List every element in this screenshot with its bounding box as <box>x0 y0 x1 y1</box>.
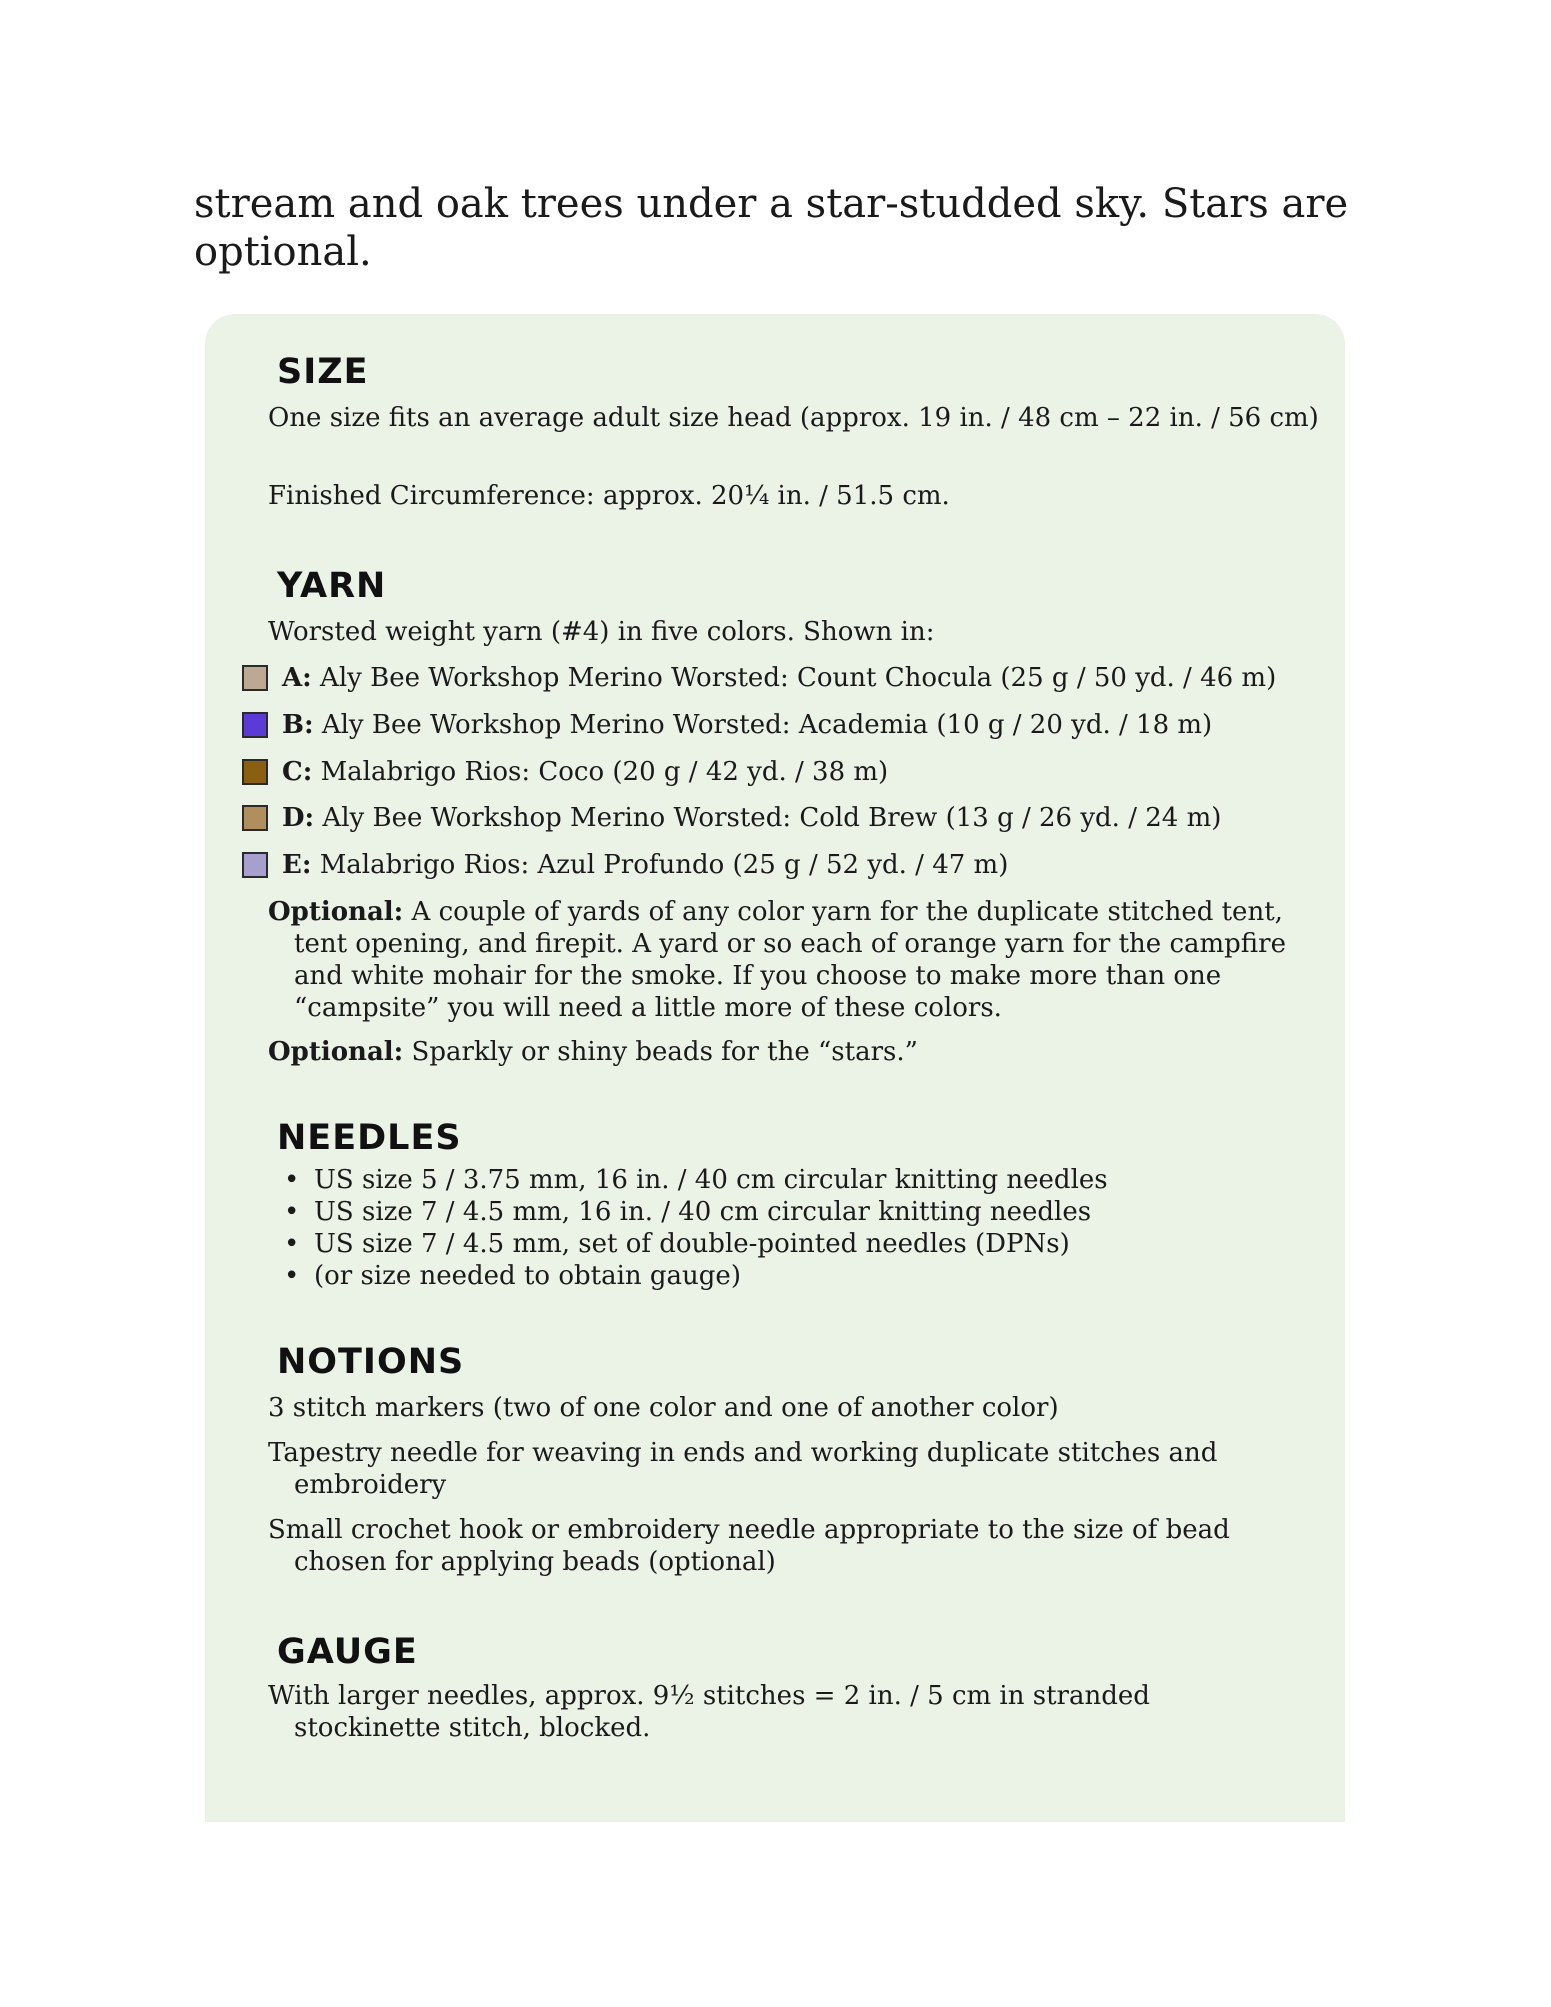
bullet-icon: • <box>284 1165 300 1195</box>
bullet-icon: • <box>284 1197 300 1227</box>
yarn-description: Aly Bee Workshop Merino Worsted: Count Chocula (25 g / 50 yd. / 46 m) <box>320 663 1277 693</box>
needle-item-text: (or size needed to obtain gauge) <box>314 1261 741 1291</box>
yarn-optional-beads <box>268 1036 1294 1068</box>
swatch-c <box>242 759 268 785</box>
yarn-intro: Worsted weight yarn (#4) in five colors. Shown in: <box>268 617 935 647</box>
needle-item-text: US size 7 / 4.5 mm, set of double-pointed needles (DPNs) <box>314 1229 1070 1259</box>
list-item <box>282 1228 1108 1260</box>
swatch-e <box>242 852 268 878</box>
intro-text: stream and oak trees under a star-studded sky. Stars are optional. <box>194 181 1349 275</box>
list-item <box>282 1260 1108 1292</box>
gauge-heading: GAUGE <box>277 1632 418 1672</box>
materials-panel <box>205 314 1345 1822</box>
size-description: One size fits an average adult size head (approx. 19 in. / 48 cm – 22 in. / 56 cm) <box>268 403 1319 433</box>
needle-item-text: US size 7 / 4.5 mm, 16 in. / 40 cm circular knitting needles <box>314 1197 1092 1227</box>
notions-crochet-hook: Small crochet hook or embroidery needle appropriate to the size of bead chosen for applying beads (optional) <box>268 1515 1230 1577</box>
yarn-color-a <box>242 662 1276 694</box>
yarn-letter: C: <box>282 757 313 787</box>
yarn-color-c <box>242 756 888 788</box>
yarn-description: Malabrigo Rios: Coco (20 g / 42 yd. / 38 m) <box>320 757 889 787</box>
optional-label: Optional: <box>268 1037 404 1067</box>
yarn-color-b <box>242 709 1212 741</box>
gauge-description: With larger needles, approx. 9½ stitches = 2 in. / 5 cm in stranded stockinette stitch, blocked. <box>268 1681 1150 1743</box>
optional-text: A couple of yards of any color yarn for the duplicate stitched tent, tent opening, and firepit. A yard or so each of orange yarn for the campfire and white mohair for the smoke. If you choose to make more than one “campsite” you will need a little more of these colors. <box>294 897 1286 1023</box>
needles-heading: NEEDLES <box>277 1118 462 1158</box>
finished-circumference: Finished Circumference: approx. 20¼ in. / 51.5 cm. <box>268 481 950 511</box>
swatch-a <box>242 665 268 691</box>
bullet-icon: • <box>284 1261 300 1291</box>
list-item <box>282 1164 1108 1196</box>
notions-heading: NOTIONS <box>277 1342 465 1382</box>
yarn-description: Malabrigo Rios: Azul Profundo (25 g / 52 yd. / 47 m) <box>319 850 1009 880</box>
swatch-d <box>242 805 268 831</box>
list-item <box>282 1196 1108 1228</box>
bullet-icon: • <box>284 1229 300 1259</box>
optional-text: Sparkly or shiny beads for the “stars.” <box>403 1037 918 1067</box>
yarn-description: Aly Bee Workshop Merino Worsted: Cold Brew (13 g / 26 yd. / 24 m) <box>322 803 1222 833</box>
yarn-color-d <box>242 802 1221 834</box>
optional-label: Optional: <box>268 897 404 927</box>
yarn-heading: YARN <box>277 566 387 606</box>
needles-list <box>282 1164 1108 1292</box>
yarn-letter: D: <box>282 803 315 833</box>
yarn-description: Aly Bee Workshop Merino Worsted: Academia (10 g / 20 yd. / 18 m) <box>321 710 1213 740</box>
yarn-letter: B: <box>282 710 314 740</box>
needle-item-text: US size 5 / 3.75 mm, 16 in. / 40 cm circular knitting needles <box>314 1165 1108 1195</box>
size-heading: SIZE <box>277 352 369 392</box>
notions-markers: 3 stitch markers (two of one color and one of another color) <box>268 1393 1059 1423</box>
yarn-color-e <box>242 849 1008 881</box>
yarn-letter: A: <box>282 663 312 693</box>
yarn-letter: E: <box>282 850 312 880</box>
swatch-b <box>242 712 268 738</box>
yarn-optional-note <box>268 896 1294 1024</box>
notions-tapestry-needle: Tapestry needle for weaving in ends and working duplicate stitches and embroidery <box>268 1438 1218 1500</box>
